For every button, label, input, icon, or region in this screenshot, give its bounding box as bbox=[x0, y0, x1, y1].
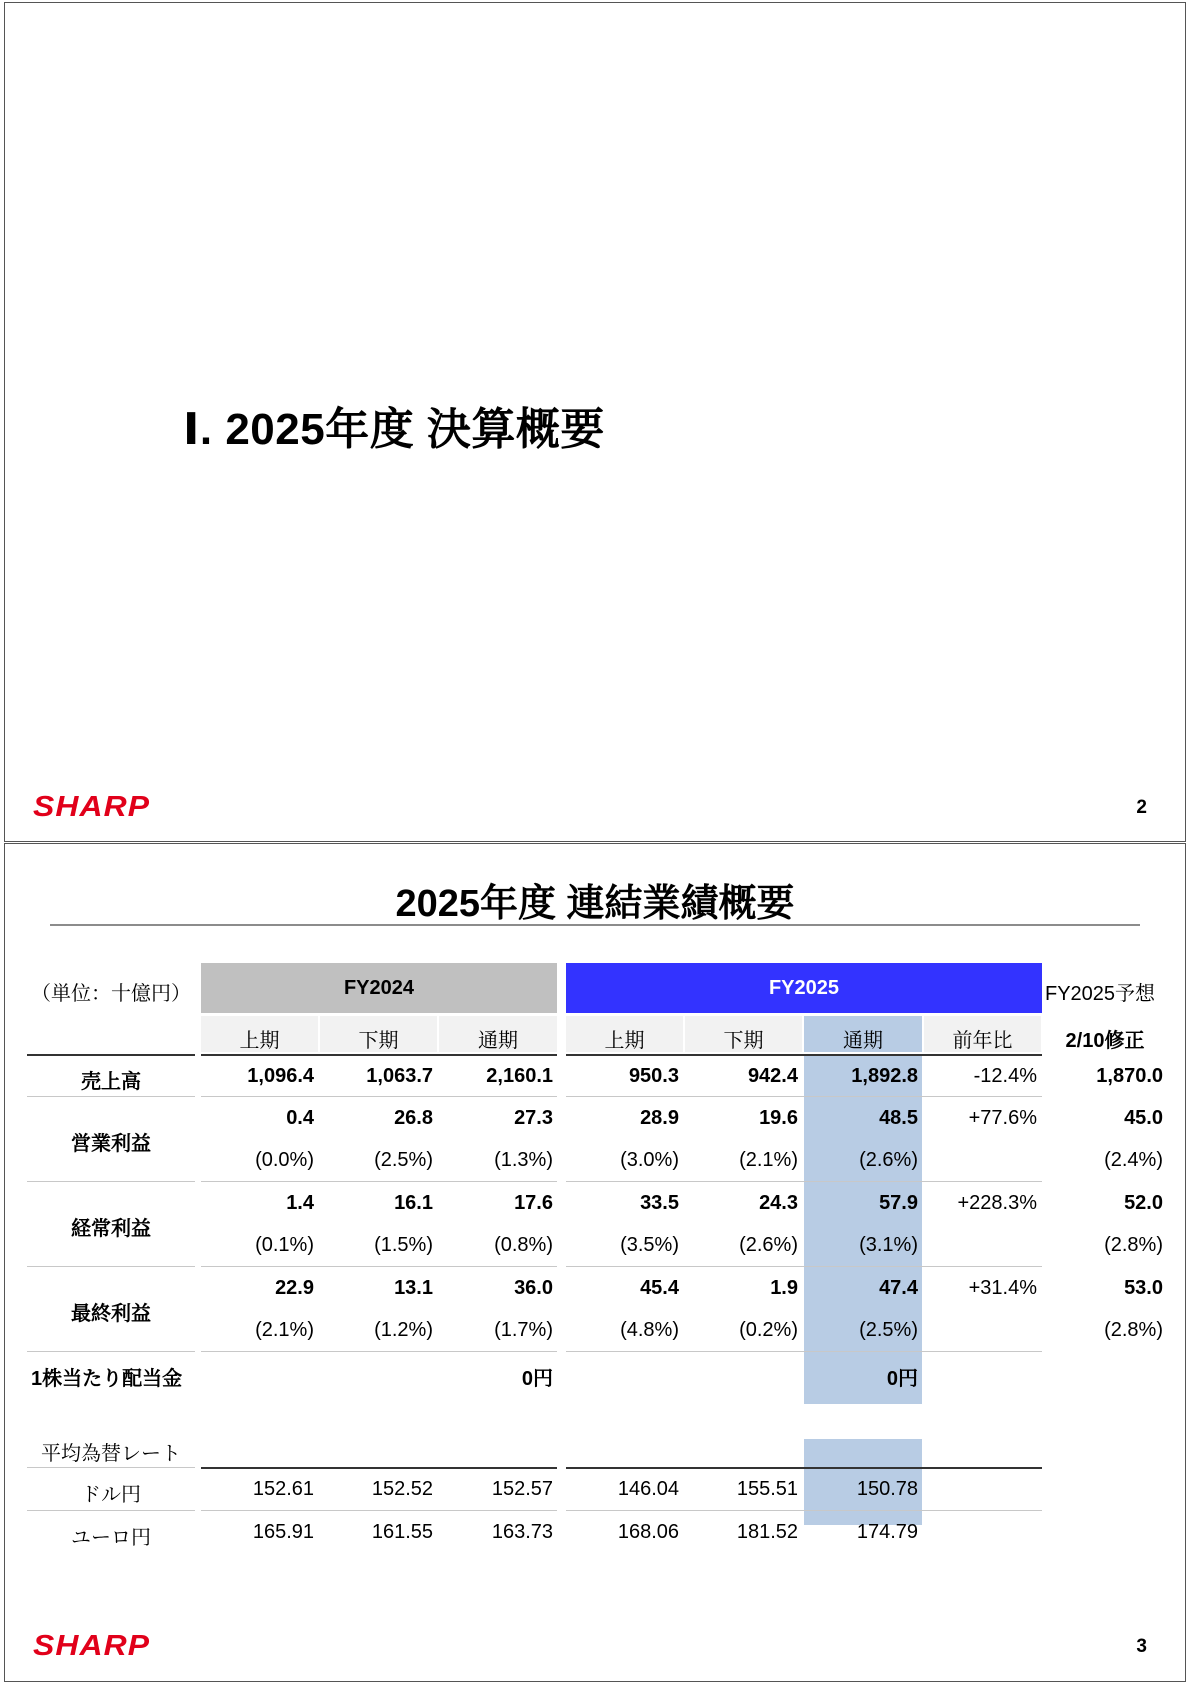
net-ratio-0: (2.1%) bbox=[255, 1319, 314, 1341]
page-number: 2 bbox=[1136, 797, 1147, 818]
row-label-net-profit: 最終利益 bbox=[71, 1303, 151, 1325]
net-value-0: 22.9 bbox=[275, 1277, 314, 1299]
op-ratio-2: (1.3%) bbox=[494, 1149, 553, 1171]
sales-value-5: 1,892.8 bbox=[851, 1065, 918, 1087]
ord-value-1: 16.1 bbox=[394, 1192, 433, 1214]
row-divider bbox=[27, 1266, 195, 1267]
net-value-3: 45.4 bbox=[640, 1277, 679, 1299]
ord-value-2: 17.6 bbox=[514, 1192, 553, 1214]
op-ratio-4: (2.1%) bbox=[739, 1149, 798, 1171]
op-ratio-0: (0.0%) bbox=[255, 1149, 314, 1171]
row-divider bbox=[201, 1096, 557, 1097]
op-value-5: 48.5 bbox=[879, 1107, 918, 1129]
net-ratio-4: (0.2%) bbox=[739, 1319, 798, 1341]
fx-section-label: 平均為替レート bbox=[41, 1443, 181, 1465]
row-label-operating-profit: 営業利益 bbox=[71, 1133, 151, 1155]
sharp-logo: SHARP bbox=[33, 791, 151, 823]
fx-divider bbox=[201, 1510, 557, 1511]
usd-rate-2: 152.57 bbox=[491, 1478, 553, 1500]
row-divider bbox=[27, 1181, 195, 1182]
subheader-7: 2/10修正 bbox=[1065, 1030, 1145, 1052]
sales-value-3: 950.3 bbox=[628, 1065, 679, 1087]
eur-rate-5: 174.79 bbox=[856, 1521, 918, 1543]
op-value-1: 26.8 bbox=[394, 1107, 433, 1129]
op-value-4: 19.6 bbox=[759, 1107, 798, 1129]
ord-ratio-5: (3.1%) bbox=[859, 1234, 918, 1256]
row-divider bbox=[201, 1266, 557, 1267]
dividend-fy2024: 0円 bbox=[521, 1368, 553, 1390]
op-value-0: 0.4 bbox=[286, 1107, 314, 1129]
net-value-6: +31.4% bbox=[968, 1277, 1037, 1299]
fx-divider bbox=[566, 1467, 1042, 1469]
ord-value-6: +228.3% bbox=[957, 1192, 1037, 1214]
net-ratio-5: (2.5%) bbox=[859, 1319, 918, 1341]
eur-rate-1: 161.55 bbox=[371, 1521, 433, 1543]
row-divider bbox=[27, 1096, 195, 1097]
section-title: Ⅰ. 2025年度 決算概要 bbox=[183, 405, 605, 454]
usd-rate-5: 150.78 bbox=[856, 1478, 918, 1500]
subheader-6: 前年比 bbox=[952, 1030, 1013, 1052]
slide-section-cover bbox=[4, 2, 1186, 842]
usd-rate-3: 146.04 bbox=[617, 1478, 679, 1500]
page-number: 3 bbox=[1136, 1636, 1147, 1657]
subheader-2: 通期 bbox=[478, 1030, 518, 1052]
usd-rate-1: 152.52 bbox=[371, 1478, 433, 1500]
row-divider bbox=[566, 1351, 1042, 1352]
usd-rate-4: 155.51 bbox=[736, 1478, 798, 1500]
row-divider bbox=[566, 1096, 1042, 1097]
eur-rate-0: 165.91 bbox=[252, 1521, 314, 1543]
net-ratio-6: (2.8%) bbox=[1104, 1319, 1163, 1341]
net-value-2: 36.0 bbox=[514, 1277, 553, 1299]
op-ratio-3: (3.0%) bbox=[620, 1149, 679, 1171]
ord-ratio-6: (2.8%) bbox=[1104, 1234, 1163, 1256]
op-value-3: 28.9 bbox=[640, 1107, 679, 1129]
net-value-1: 13.1 bbox=[394, 1277, 433, 1299]
ord-ratio-4: (2.6%) bbox=[739, 1234, 798, 1256]
sales-value-6: -12.4% bbox=[973, 1065, 1037, 1087]
ord-value-4: 24.3 bbox=[759, 1192, 798, 1214]
eur-rate-2: 163.73 bbox=[491, 1521, 553, 1543]
ord-value-7: 52.0 bbox=[1124, 1192, 1163, 1214]
eur-rate-3: 168.06 bbox=[617, 1521, 679, 1543]
net-value-4: 1.9 bbox=[770, 1277, 798, 1299]
op-ratio-1: (2.5%) bbox=[374, 1149, 433, 1171]
sales-value-4: 942.4 bbox=[747, 1065, 798, 1087]
sales-value-1: 1,063.7 bbox=[366, 1065, 433, 1087]
net-ratio-3: (4.8%) bbox=[620, 1319, 679, 1341]
row-divider bbox=[201, 1351, 557, 1352]
op-ratio-6: (2.4%) bbox=[1104, 1149, 1163, 1171]
fx-divider bbox=[27, 1510, 195, 1511]
row-label-dividend: 1株当たり配当金 bbox=[31, 1368, 183, 1390]
forecast-header: FY2025予想 bbox=[1045, 983, 1156, 1005]
net-value-5: 47.4 bbox=[879, 1277, 918, 1299]
row-label-sales: 売上高 bbox=[81, 1071, 141, 1093]
op-value-2: 27.3 bbox=[514, 1107, 553, 1129]
op-value-7: 45.0 bbox=[1124, 1107, 1163, 1129]
dividend-fy2025: 0円 bbox=[886, 1368, 918, 1390]
title-divider bbox=[50, 924, 1140, 926]
ord-value-5: 57.9 bbox=[879, 1192, 918, 1214]
sales-value-2: 2,160.1 bbox=[486, 1065, 553, 1087]
row-label-usd: ドル円 bbox=[81, 1484, 141, 1506]
eur-rate-4: 181.52 bbox=[736, 1521, 798, 1543]
net-value-7: 53.0 bbox=[1124, 1277, 1163, 1299]
ord-ratio-2: (0.8%) bbox=[494, 1234, 553, 1256]
row-divider bbox=[27, 1351, 195, 1352]
op-value-6: +77.6% bbox=[968, 1107, 1037, 1129]
subheader-0: 上期 bbox=[239, 1030, 280, 1052]
row-divider bbox=[566, 1266, 1042, 1267]
net-ratio-2: (1.7%) bbox=[494, 1319, 553, 1341]
row-divider bbox=[27, 1054, 195, 1056]
row-divider bbox=[566, 1181, 1042, 1182]
usd-rate-0: 152.61 bbox=[252, 1478, 314, 1500]
fx-divider bbox=[201, 1467, 557, 1469]
fx-divider bbox=[566, 1510, 1042, 1511]
net-ratio-1: (1.2%) bbox=[374, 1319, 433, 1341]
subheader-4: 下期 bbox=[723, 1030, 764, 1052]
row-divider bbox=[201, 1054, 557, 1056]
fx-divider bbox=[27, 1467, 195, 1468]
fy2024-header: FY2024 bbox=[343, 977, 415, 999]
sharp-logo: SHARP bbox=[33, 1630, 151, 1662]
ord-ratio-3: (3.5%) bbox=[620, 1234, 679, 1256]
subheader-3: 上期 bbox=[604, 1030, 645, 1052]
unit-label: （単位：十億円） bbox=[31, 983, 191, 1005]
row-divider bbox=[201, 1181, 557, 1182]
ord-value-0: 1.4 bbox=[286, 1192, 314, 1214]
ord-ratio-1: (1.5%) bbox=[374, 1234, 433, 1256]
sales-value-0: 1,096.4 bbox=[247, 1065, 314, 1087]
subheader-5: 通期 bbox=[843, 1030, 883, 1052]
row-label-eur: ユーロ円 bbox=[71, 1527, 151, 1549]
fy2025-header: FY2025 bbox=[768, 977, 840, 999]
sales-value-7: 1,870.0 bbox=[1096, 1065, 1163, 1087]
row-divider bbox=[566, 1054, 1042, 1056]
ord-value-3: 33.5 bbox=[640, 1192, 679, 1214]
slide-consolidated-summary bbox=[4, 843, 1186, 1682]
subheader-1: 下期 bbox=[358, 1030, 399, 1052]
row-label-ordinary-profit: 経常利益 bbox=[71, 1218, 151, 1240]
slide-title: 2025年度 連結業績概要 bbox=[395, 883, 795, 925]
ord-ratio-0: (0.1%) bbox=[255, 1234, 314, 1256]
op-ratio-5: (2.6%) bbox=[859, 1149, 918, 1171]
